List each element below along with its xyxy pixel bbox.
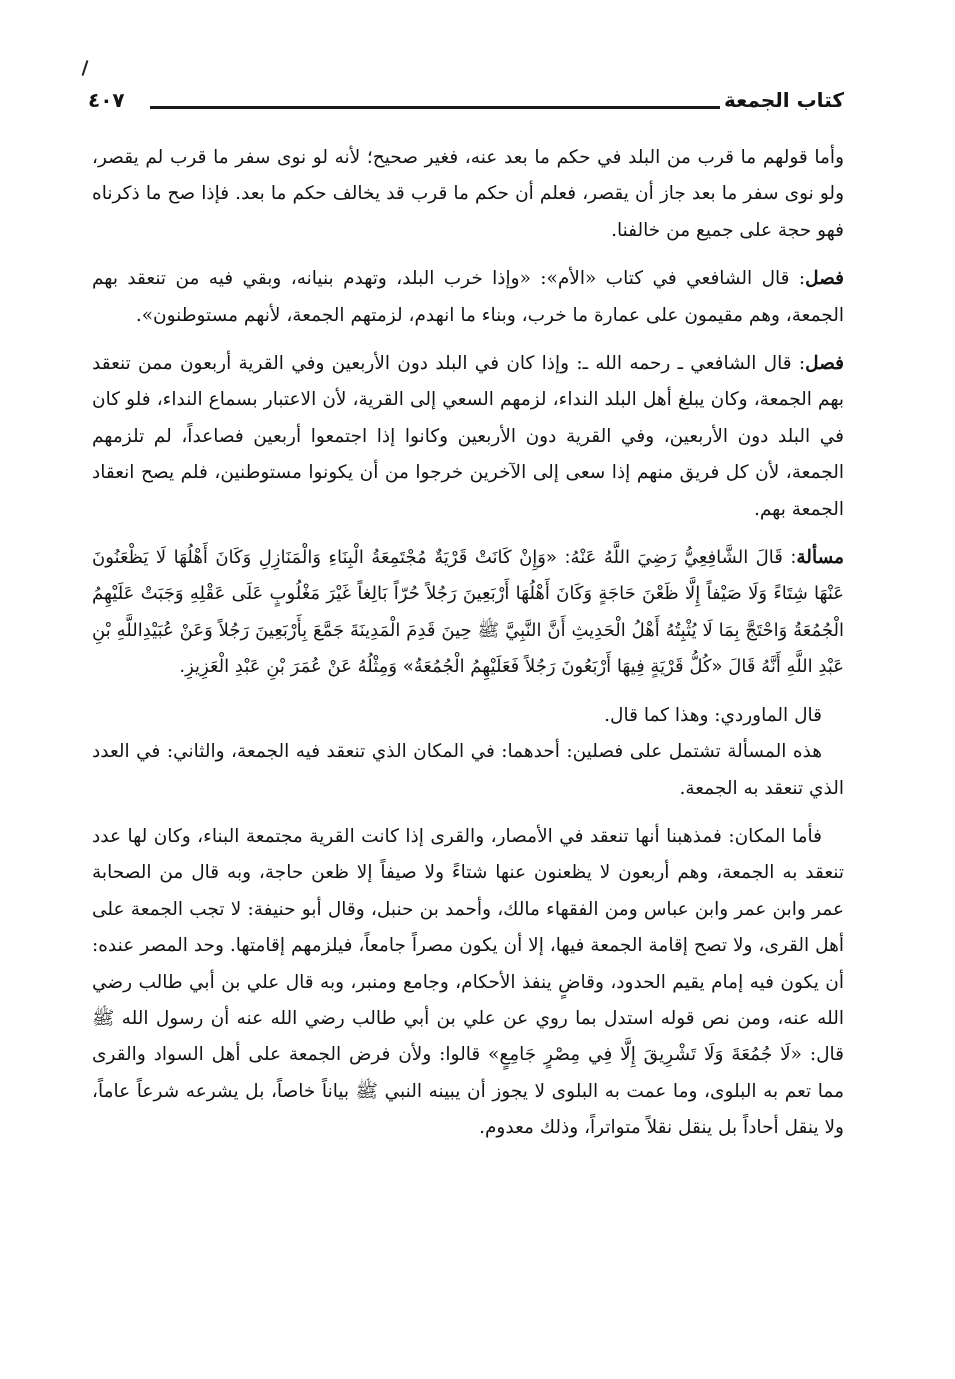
paragraph-1 [92,140,844,249]
chapter-title: كتاب الجمعة [724,88,844,112]
paragraph-5 [92,698,844,734]
header-rule [150,106,720,109]
section-label-masala: مسألة [796,547,844,569]
corner-mark [82,60,89,76]
page-number: ٤٠٧ [88,88,125,112]
section-label-fasl: فصل [805,268,844,290]
paragraph-text: : قال الشافعي في كتاب «الأم»: «وإذا خرب البلد، وتهدم بنيانه، وبقي فيه من تنعقد بهم الجمعة، وهم مقيمون على عمارة ما خرب، وبناء ما انهدم، لزمتهم الجمعة، لأنهم مستوطنون». [92,268,844,326]
section-label-fasl: فصل [805,353,844,375]
paragraph-2 [92,261,844,334]
paragraph-text: : قال الشافعي ـ رحمه الله ـ: وإذا كان في البلد دون الأربعين وفي القرية أربعون ممن تنعقد بهم الجمعة، وكان يبلغ أهل البلد النداء، لزمهم السعي إلى القرية، لأن الاعتبار بسماع النداء، فلو كان في البلد دون الأربعين، وفي القرية دون الأربعين وكانوا إذا اجتمعوا أربعين فصاعداً، لم تلزمهم الجمعة، لأن كل فريق منهم إذا سعى إلى الآخرين خرجوا من أن يكونوا مستوطنين، فلم يصح انعقاد الجمعة بهم. [92,353,844,520]
paragraph-3 [92,346,844,528]
paragraph-4 [92,540,844,686]
paragraph-6 [92,734,844,807]
masala-quote: : قَالَ الشَّافِعِيُّ رَضِيَ اللَّهُ عَنْهُ: «وَإِنْ كَانَتْ قَرْيَةٌ مُجْتَمِعَةُ الْبِنَاءِ وَالْمَنَازِلِ وَكَانَ أَهْلُهَا لَا يَظْعَنُونَ عَنْهَا شِتَاءً وَلَا صَيْفاً إِلَّا ظَعْنَ حَاجَةٍ وَكَانَ أَهْلُهَا أَرْبَعِينَ رَجُلاً حُرّاً بَالِغاً غَيْرَ مَغْلُوبٍ عَلَى عَقْلِهِ وَجَبَتْ عَلَيْهِمُ الْجُمُعَةُ وَاحْتَجَّ بِمَا لَا يُثْبِتُهُ أَهْلُ الْحَدِيثِ أَنَّ النَّبِيَّ ﷺ حِينَ قَدِمَ الْمَدِينَةَ جَمَّعَ بِأَرْبَعِينَ رَجُلاً وَعَنْ عُبَيْدِاللَّهِ بْنِ عَبْدِ اللَّهِ أَنَّهُ قَالَ «كُلُّ قَرْيَةٍ فِيهَا أَرْبَعُونَ رَجُلاً فَعَلَيْهِمُ الْجُمُعَةُ» وَمِثْلُهُ عَنْ عُمَرَ بْنِ عَبْدِ الْعَزِيزِ. [92,547,844,678]
paragraph-text: هذه المسألة تشتمل على فصلين: أحدهما: في المكان الذي تنعقد فيه الجمعة، والثاني: في العدد الذي تنعقد به الجمعة. [92,741,844,799]
paragraph-7 [92,819,844,1147]
paragraph-text: فأما المكان: فمذهبنا أنها تنعقد في الأمصار، والقرى إذا كانت القرية مجتمعة البناء، وكان لها عدد تنعقد به الجمعة، وهم أربعون لا يظعنون عنها شتاءً ولا صيفاً إلا ظعن حاجة، وبه قال من الصحابة عمر وابن عمر وابن عباس ومن الفقهاء مالك، وأحمد بن حنبل، وقال أبو حنيفة: لا تجب الجمعة على أهل القرى، ولا تصح إقامة الجمعة فيها، إلا أن يكون مصراً جامعاً، فيلزمهم إقامتها. وحد المصر عنده: أن يكون فيه إمام يقيم الحدود، وقاضٍ ينفذ الأحكام، وجامع ومنبر، وبه قال علي بن أبي طالب رضي الله عنه، ومن نص قوله استدل بما روي عن علي بن أبي طالب رضي الله عنه أن رسول الله ﷺ قال: «لَا جُمُعَةَ وَلَا تَشْرِيقَ إِلَّا فِي مِصْرٍ جَامِعٍ» قالوا: ولأن فرض الجمعة على أهل السواد والقرى مما تعم به البلوى، وما عمت به البلوى لا يجوز أن يبينه النبي ﷺ بياناً خاصاً، بل يشرعه شرعاً عاماً، ولا ينقل أحاداً بل ينقل نقلاً متواتراً، وذلك معدوم. [92,825,844,1139]
running-header [88,88,844,124]
paragraph-text: وأما قولهم ما قرب من البلد في حكم ما بعد عنه، فغير صحيح؛ لأنه لو نوى سفر ما قرب لم يقصر، ولو نوى سفر ما بعد جاز أن يقصر، فعلم أن حكم ما قرب قد يخالف حكم ما بعد. فإذا صح ما ذكرناه فهو حجة على جميع من خالفنا. [92,147,844,241]
text-body [92,140,844,1159]
paragraph-text: قال الماوردي: وهذا كما قال. [604,704,822,726]
